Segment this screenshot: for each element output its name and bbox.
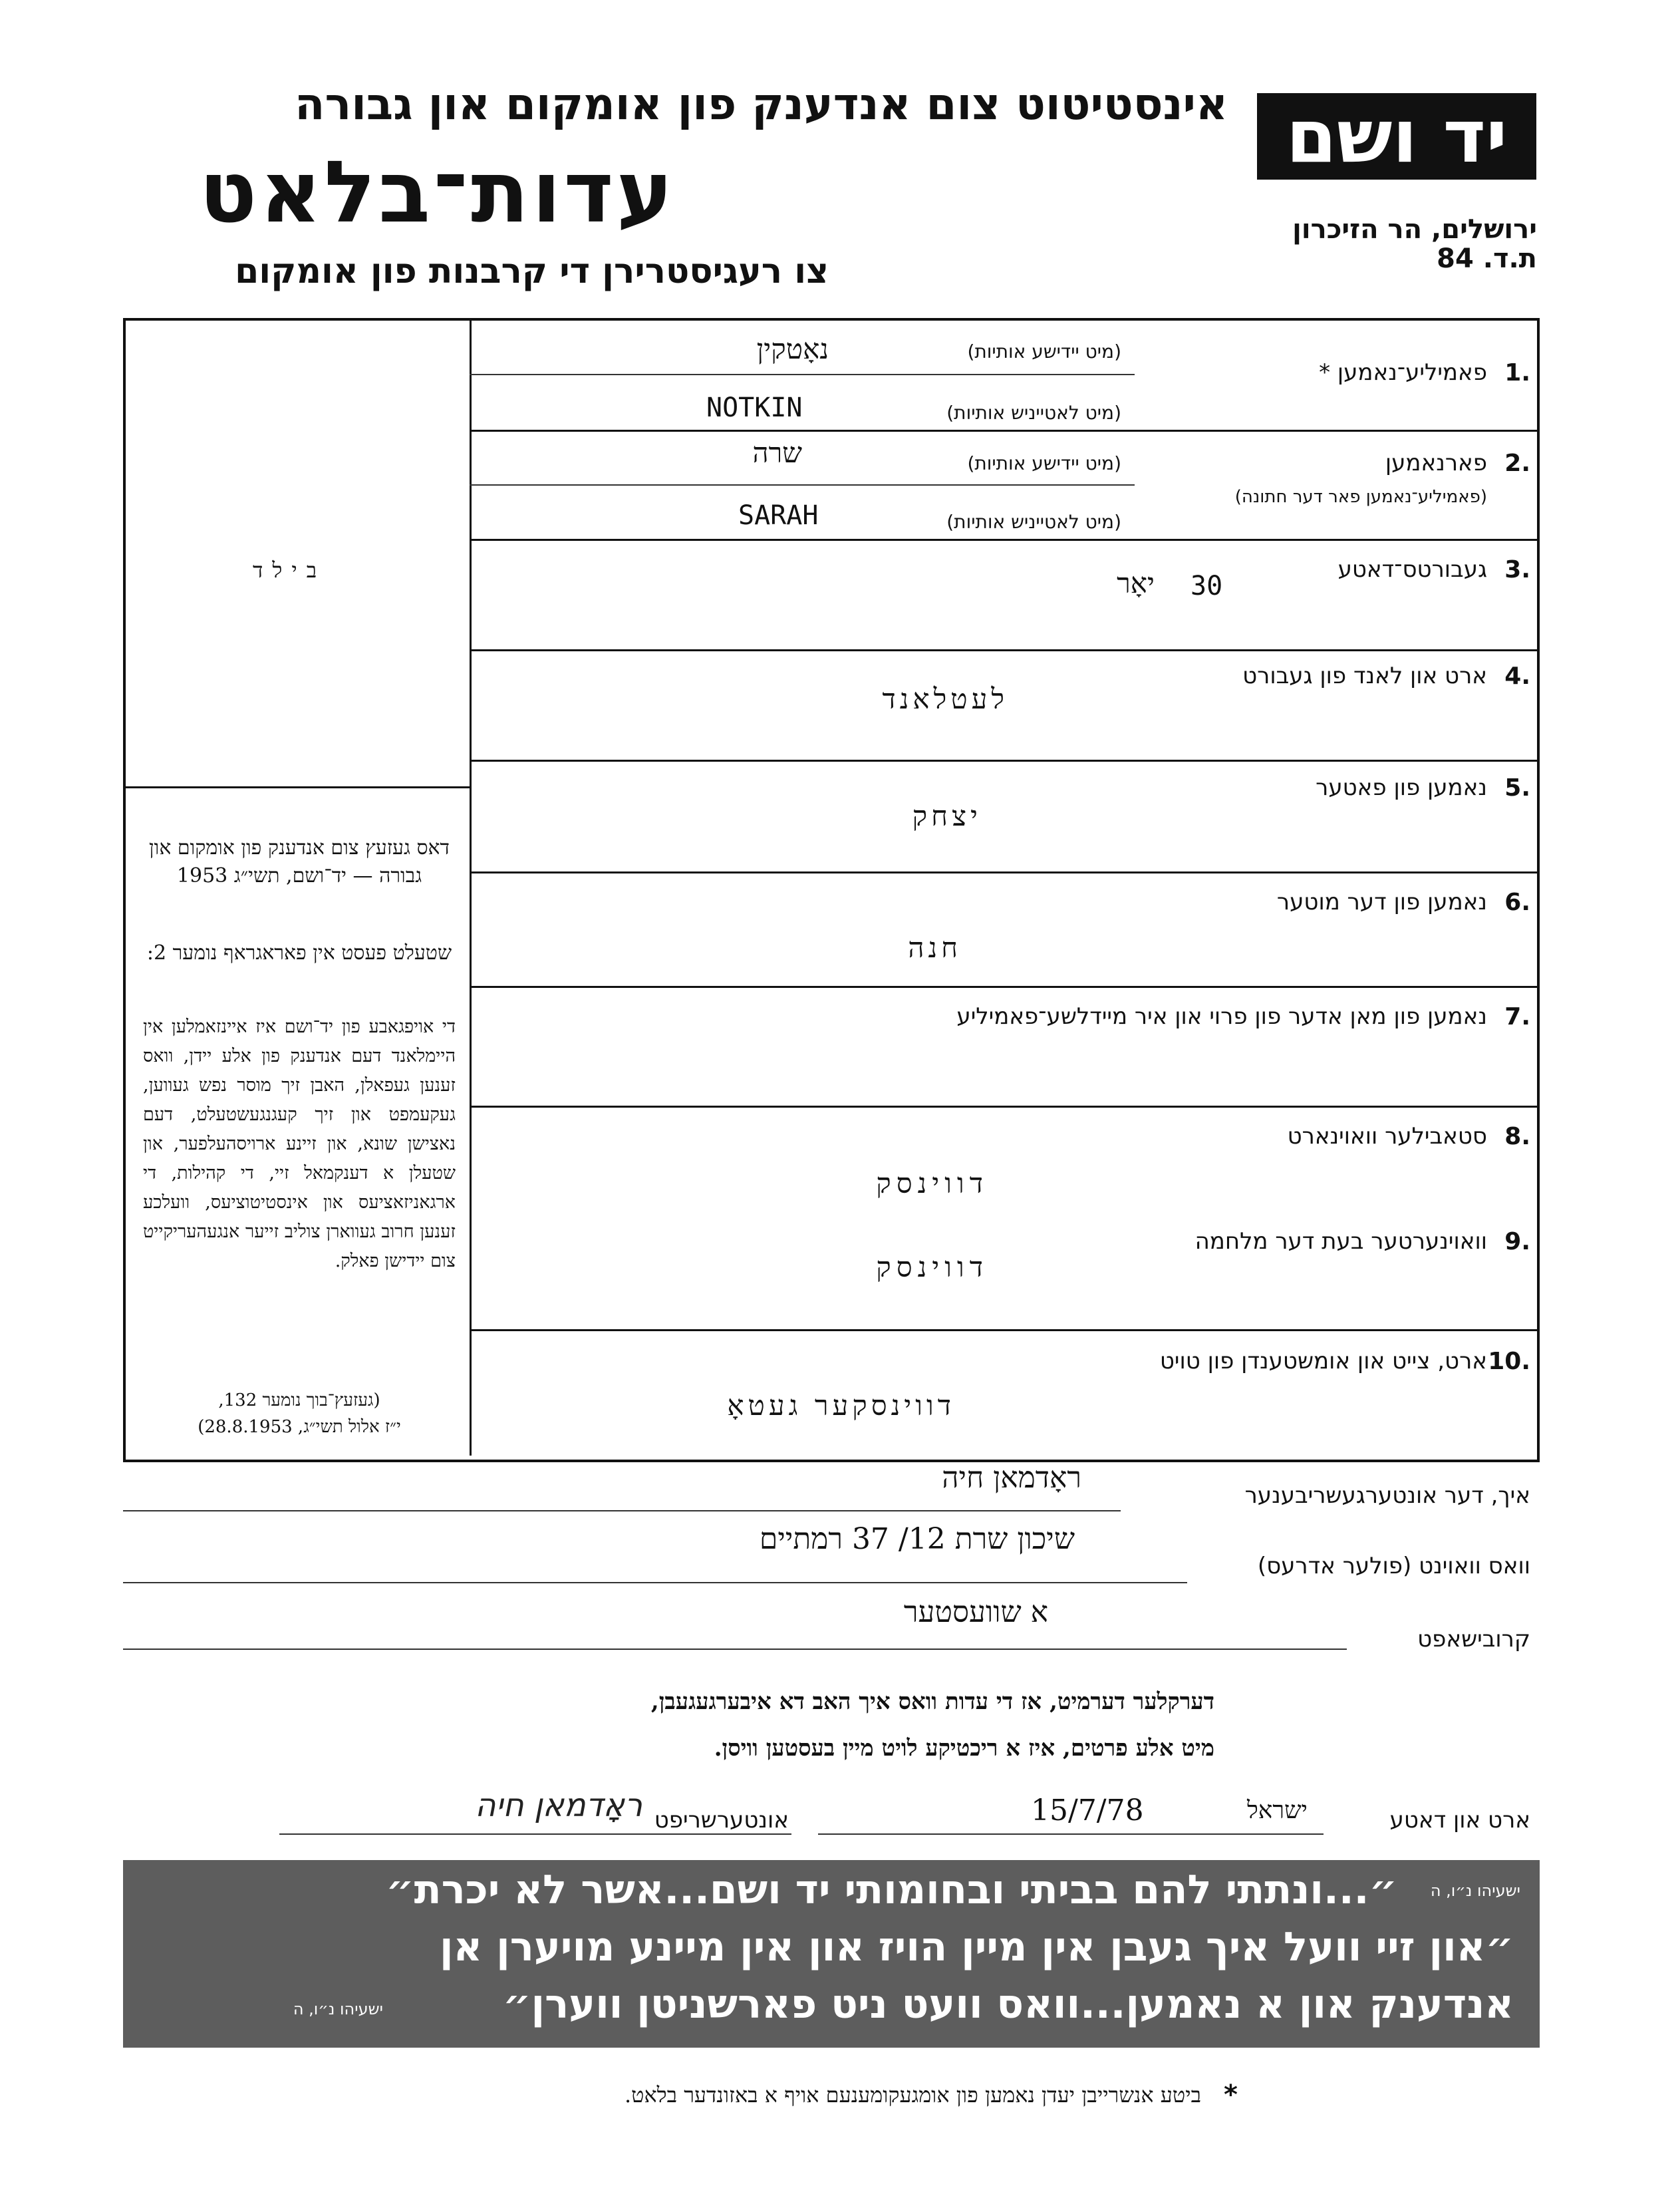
footnote-text: ביטע אנשרייבן יעדן נאמען פון אומגעקומענעם אויף א באזונדער בלאט. xyxy=(624,2082,1201,2108)
field-10-value[interactable]: דווינסקער געטאָ xyxy=(727,1389,955,1422)
signature-label: אונטערשריפט xyxy=(654,1807,789,1833)
banner-source-hebrew: ישעיהו נ״ו, ה xyxy=(1430,1881,1520,1900)
field-1-label: פאמיליע־נאמען * xyxy=(1319,359,1487,386)
address-value[interactable]: שיכון שרת 12/ 37 רמתיים xyxy=(759,1522,1075,1556)
institute-pobox: ת.ד. 84 xyxy=(1437,243,1537,274)
field-5-label: נאמען פון פאטער xyxy=(1316,774,1487,801)
banner-quote-yiddish-1: ״און זיי וועל איך געבן אין מיין הויז און אין מיינע מויערן אן xyxy=(439,1924,1514,1970)
law-note-paragraph-1: דאס געזעץ צום אנדענק פון אומקום און גבורה — יד־ושם, תשי״ג 1953 xyxy=(149,836,450,887)
field-5-value[interactable]: יצחק xyxy=(912,800,982,832)
field-1-number: 1. xyxy=(1504,359,1530,387)
field-7-number: 7. xyxy=(1504,1003,1530,1030)
form-border-top xyxy=(123,318,1540,321)
field-2-yiddish-hint: (מיט יידישע אותיות) xyxy=(967,452,1121,474)
relation-underline xyxy=(123,1649,1347,1650)
field-8-value[interactable]: דווינסק xyxy=(876,1167,988,1199)
row-divider xyxy=(470,539,1540,541)
field-2-yiddish-value[interactable]: שרה xyxy=(752,436,802,469)
field-3-day-value[interactable]: 30 xyxy=(1190,571,1223,601)
law-note-paragraph-3: די אויפגאבע פון יד־ושם איז איינזאמלען אין היימלאנד דעם אנדענק פון אלע יידן, וואס זענען געפאלן, האבן זיך מוסר נפש געווען, געקעמפט און זיך קעגנגעשטעלט, דעם נאצישן שונא, און זיינע ארויסהעלפער, און שטעלן א דענקמאל זיי, די קהילות, די ארגאניזאציעס און אינסטיטוציעס, וועלכע זענען חרוב געווארן צוליב זייער אנגעהעריקייט צום יידישן פאלק. xyxy=(143,1017,456,1271)
field-10-label: ארט, צייט און אומשטענדן פון טויט xyxy=(1159,1348,1487,1374)
field-5-number: 5. xyxy=(1504,774,1530,802)
date-value[interactable]: 15/7/78 xyxy=(1031,1794,1144,1827)
law-note-paragraph-2: שטעלט פעסט אין פאראגראף נומער 2: xyxy=(146,941,452,965)
relation-value[interactable]: א שוועסטער xyxy=(903,1595,1048,1629)
banner-source-yiddish: ישעיהו נ״ו, ה xyxy=(293,2000,383,2018)
field-6-number: 6. xyxy=(1504,889,1530,916)
row-divider xyxy=(470,1106,1540,1108)
page-title: עדות־בלאט xyxy=(199,143,676,242)
relation-label: קרובישאפט xyxy=(1417,1626,1530,1652)
row-divider xyxy=(470,430,1540,432)
writer-underline xyxy=(123,1510,1121,1511)
field-1-yiddish-hint: (מיט יידישע אותיות) xyxy=(967,341,1121,363)
row-divider xyxy=(470,649,1540,651)
address-underline xyxy=(123,1582,1187,1583)
place-date-label: ארט און דאטע xyxy=(1389,1807,1530,1833)
field-1-yiddish-value[interactable]: נאָטקין xyxy=(756,333,829,365)
field-4-value[interactable]: לעטלאנד xyxy=(882,683,1008,715)
form-border-left xyxy=(123,318,126,1462)
subrow-divider xyxy=(470,484,1135,486)
form-border-bottom xyxy=(123,1460,1540,1462)
field-10-number: 10. xyxy=(1488,1348,1530,1375)
declaration-line-1: דערקלער דערמיט, אז די עדות וואס איך האב דא איבערגעגעבן, xyxy=(650,1688,1214,1715)
signature-value[interactable]: ראָדמאן חיה xyxy=(475,1787,642,1824)
field-4-number: 4. xyxy=(1504,663,1530,690)
field-3-label: געבורטס־דאטע xyxy=(1337,556,1487,583)
field-6-value[interactable]: חנה xyxy=(908,931,962,964)
field-3-month-value[interactable]: יאָר xyxy=(1117,567,1155,599)
field-4-label: ארט און לאנד פון געבורט xyxy=(1242,663,1487,689)
field-8-number: 8. xyxy=(1504,1123,1530,1150)
field-9-number: 9. xyxy=(1504,1228,1530,1255)
law-note-source-2: י״ז אלול תשי״ג, 28.8.1953) xyxy=(198,1417,401,1437)
writer-label: איך, דער אונטערגעשריבענער xyxy=(1244,1482,1530,1509)
law-note-source-1: (געזעץ־בוך נומער 132, xyxy=(218,1390,380,1410)
row-divider xyxy=(470,871,1540,873)
form-border-right xyxy=(1537,318,1540,1462)
footnote-star: * xyxy=(1224,2080,1238,2110)
field-1-latin-value[interactable]: NOTKIN xyxy=(706,393,803,423)
institute-name: אינסטיטוט צום אנדענק פון אומקום און גבורה xyxy=(295,79,1228,130)
photo-label: בילד xyxy=(253,557,327,583)
writer-value[interactable]: ראָדמאן חיה xyxy=(942,1461,1081,1495)
field-9-value[interactable]: דווינסק xyxy=(876,1251,988,1283)
field-1-latin-hint: (מיט לאטייניש אותיות) xyxy=(946,402,1121,424)
field-2-latin-hint: (מיט לאטייניש אותיות) xyxy=(946,511,1121,533)
field-2-number: 2. xyxy=(1504,450,1530,477)
banner-quote-hebrew: ״...ונתתי להם בביתי ובחומותי יד ושם...אשר לא יכרת״ xyxy=(386,1867,1397,1913)
field-6-label: נאמען פון דער מוטער xyxy=(1276,889,1487,915)
field-2-maiden-hint: (פאמיליע־נאמען פאר דער חתונה) xyxy=(1234,487,1487,507)
subrow-divider xyxy=(470,374,1135,375)
signature-underline xyxy=(279,1833,791,1835)
address-label: וואס וואוינט (פולער אדרעס) xyxy=(1257,1553,1530,1579)
row-divider xyxy=(470,986,1540,988)
field-8-label: סטאבילער וואוינארט xyxy=(1287,1123,1487,1150)
institute-address: ירושלים, הר הזיכרון xyxy=(1292,214,1537,245)
row-divider xyxy=(470,1329,1540,1331)
form-column-divider xyxy=(470,318,472,1456)
field-9-label: וואוינערטער בעת דער מלחמה xyxy=(1194,1228,1487,1255)
field-2-latin-value[interactable]: SARAH xyxy=(738,500,819,531)
photo-box-divider xyxy=(123,786,472,788)
field-2-label: פארנאמען xyxy=(1385,450,1487,476)
field-7-label: נאמען פון מאן אדער פון פרוי און איר מיידלשע־פאמיליע xyxy=(956,1003,1487,1030)
row-divider xyxy=(470,760,1540,762)
place-date-underline xyxy=(818,1833,1324,1835)
field-3-number: 3. xyxy=(1504,556,1530,583)
declaration-line-2: מיט אלע פרטים, איז א ריכטיקע לויט מיין בעסטען וויסן. xyxy=(714,1735,1214,1762)
yad-vashem-logo: יד ושם xyxy=(1257,93,1536,180)
page-subtitle: צו רעגיסטרירן די קרבנות פון אומקום xyxy=(235,251,829,291)
place-value[interactable]: ישראל xyxy=(1246,1797,1308,1824)
banner-quote-yiddish-2: אנדענק און א נאמען...וואס וועט ניט פארשניטן ווערן״ xyxy=(502,1981,1514,2028)
